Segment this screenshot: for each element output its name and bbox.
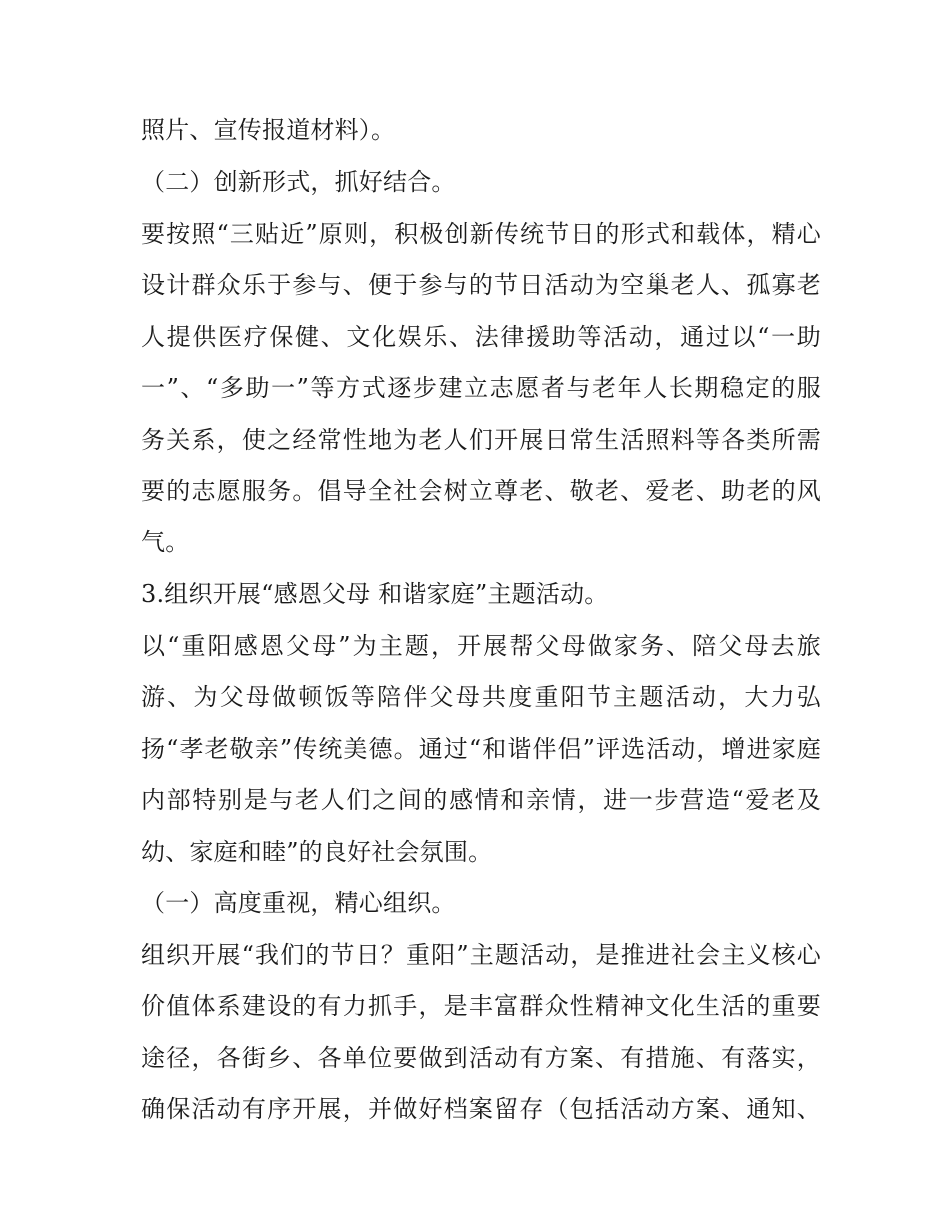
text-line-18: 价值体系建设的有力抓手，是丰富群众性精神文化生活的重要 <box>141 992 821 1020</box>
text-line-6: 一”、“多助一”等方式逐步建立志愿者与老年人长期稳定的服 <box>141 374 821 402</box>
text-line-13: 扬“孝老敬亲”传统美德。通过“和谐伴侣”评选活动，增进家庭 <box>141 735 821 763</box>
text-line-14: 内部特别是与老人们之间的感情和亲情，进一步营造“爱老及 <box>141 786 821 814</box>
text-line-7: 务关系，使之经常性地为老人们开展日常生活照料等各类所需 <box>141 426 821 454</box>
text-line-1: 照片、宣传报道材料）。 <box>141 116 396 144</box>
text-line-5: 人提供医疗保健、文化娱乐、法律援助等活动，通过以“一助 <box>141 323 821 351</box>
text-line-8: 要的志愿服务。倡导全社会树立尊老、敬老、爱老、助老的风 <box>141 477 821 505</box>
text-line-19: 途径，各街乡、各单位要做到活动有方案、有措施、有落实， <box>141 1044 821 1072</box>
text-line-12: 游、为父母做顿饭等陪伴父母共度重阳节主题活动，大力弘 <box>141 683 821 711</box>
section-heading-3: 3.组织开展“感恩父母 和谐家庭”主题活动。 <box>141 580 609 608</box>
text-line-15: 幼、家庭和睦”的良好社会氛围。 <box>141 838 493 866</box>
text-line-20: 确保活动有序开展，并做好档案留存（包括活动方案、通知、 <box>141 1095 821 1123</box>
text-line-4: 设计群众乐于参与、便于参与的节日活动为空巢老人、孤寡老 <box>141 271 821 299</box>
text-line-3: 要按照“三贴近”原则，积极创新传统节日的形式和载体，精心 <box>141 220 821 248</box>
text-line-9: 气。 <box>141 528 190 556</box>
section-heading-1: （一）高度重视，精心组织。 <box>141 889 456 917</box>
text-line-11: 以“重阳感恩父母”为主题，开展帮父母做家务、陪父母去旅 <box>141 632 821 660</box>
section-heading-2: （二）创新形式，抓好结合。 <box>141 168 456 196</box>
text-line-17: 组织开展“我们的节日？重阳”主题活动，是推进社会主义核心 <box>141 941 821 969</box>
